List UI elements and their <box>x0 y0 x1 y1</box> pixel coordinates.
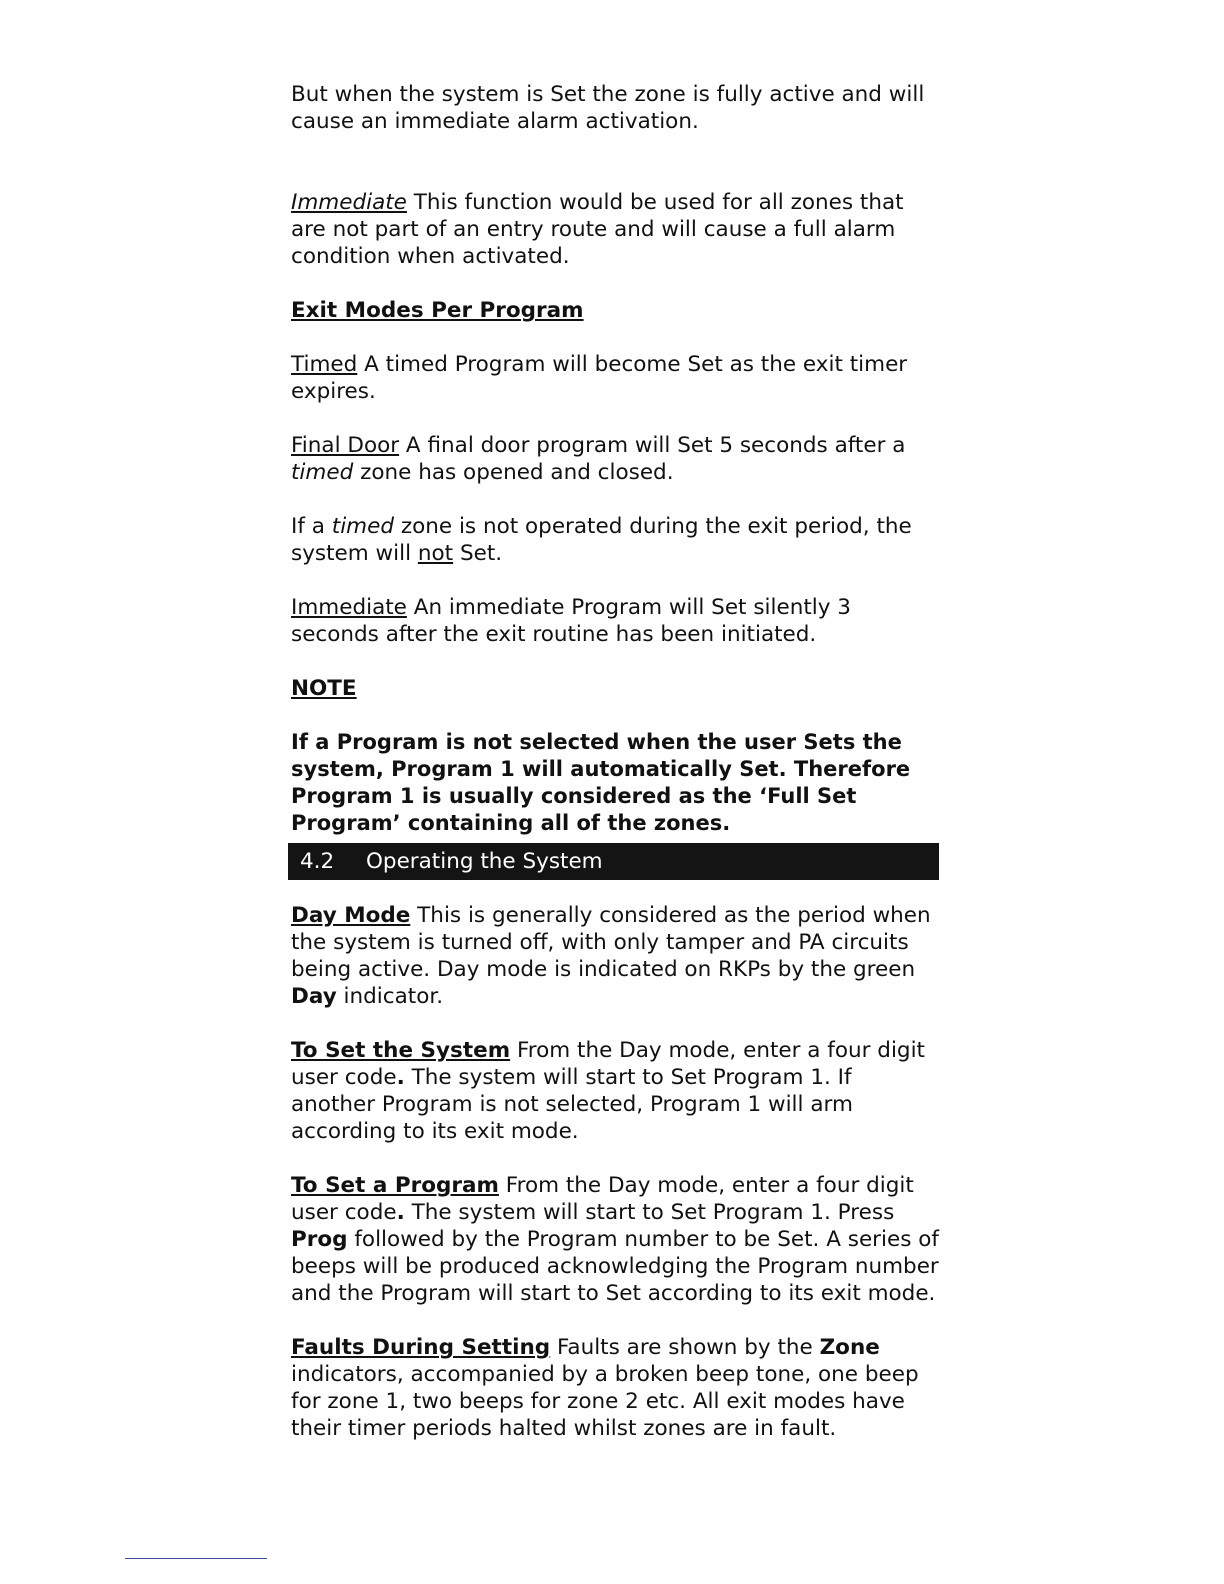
faults-text-b: indicators, accompanied by a broken beep tone, one beep for zone 1, two beeps for zone 2 etc. All exit modes have their timer periods halted whilst zones are in fault. <box>291 1362 919 1441</box>
immediate-zone-term: Immediate <box>291 190 407 215</box>
set-program-bold-b: Prog <box>291 1227 348 1252</box>
immediate-zone-paragraph <box>291 189 941 270</box>
set-system-text-a: From the Day mode, enter a four digit user code <box>291 1038 925 1090</box>
immediate-program-text: An immediate Program will Set silently 3 seconds after the exit routine has been initiated. <box>291 595 851 647</box>
final-door-paragraph <box>291 432 941 486</box>
set-program-bold-a: . <box>396 1200 405 1225</box>
timed-text: A timed Program will become Set as the exit timer expires. <box>291 352 908 404</box>
footer-rule <box>125 1558 267 1559</box>
final-door-note-em: timed <box>331 514 394 539</box>
section-title: Operating the System <box>366 849 603 874</box>
immediate-zone-text: This function would be used for all zones that are not part of an entry route and will cause a full alarm condition when activated. <box>291 190 904 269</box>
set-program-text-b: The system will start to Set Program 1. Press <box>404 1200 895 1225</box>
timed-paragraph <box>291 351 941 405</box>
faults-paragraph <box>291 1334 941 1442</box>
section-number: 4.2 <box>300 849 335 874</box>
day-mode-text-b: indicator. <box>336 984 444 1009</box>
note-heading: NOTE <box>291 676 357 701</box>
immediate-program-paragraph <box>291 594 941 648</box>
timed-term: Timed <box>291 352 358 377</box>
intro-paragraph <box>291 81 941 135</box>
set-system-paragraph <box>291 1037 941 1145</box>
set-program-paragraph <box>291 1172 941 1307</box>
immediate-program-term: Immediate <box>291 595 407 620</box>
set-program-term: To Set a Program <box>291 1173 499 1198</box>
final-door-em: timed <box>291 460 354 485</box>
final-door-text-b: zone has opened and closed. <box>353 460 674 485</box>
set-program-text-a: From the Day mode, enter a four digit user code <box>291 1173 914 1225</box>
exit-modes-heading: Exit Modes Per Program <box>291 298 584 323</box>
set-program-text-c: followed by the Program number to be Set. A series of beeps will be produced acknowledging the Program number and the Program will start to Set according to its exit mode. <box>291 1227 939 1306</box>
faults-bold: Zone <box>819 1335 880 1360</box>
faults-term: Faults During Setting <box>291 1335 551 1360</box>
final-door-note-text-c: Set. <box>453 541 503 566</box>
faults-text-a: Faults are shown by the <box>550 1335 820 1360</box>
final-door-term: Final Door <box>291 433 400 458</box>
final-door-note-paragraph <box>291 513 941 567</box>
set-system-term: To Set the System <box>291 1038 511 1063</box>
set-system-text-b: The system will start to Set Program 1. If another Program is not selected, Program 1 will arm according to its exit mode. <box>291 1065 853 1144</box>
intro-text: But when the system is Set the zone is fully active and will cause an immediate alarm activation. <box>291 82 925 134</box>
final-door-note-text-a: If a <box>291 514 332 539</box>
final-door-text-a: A final door program will Set 5 seconds after a <box>399 433 906 458</box>
document-page <box>291 80 941 1442</box>
final-door-note-text-b: zone is not operated during the exit period, the system will <box>291 514 912 566</box>
day-mode-text-a: This is generally considered as the period when the system is turned off, with only tamper and PA circuits being active. Day mode is indicated on RKPs by the green <box>291 903 931 982</box>
final-door-note-not: not <box>417 541 454 566</box>
day-mode-paragraph <box>291 902 941 1010</box>
note-body: If a Program is not selected when the user Sets the system, Program 1 will automatically Set. Therefore Program 1 is usually considered as the ‘Full Set Program’ containing all of the zones. <box>291 730 911 835</box>
day-mode-term: Day Mode <box>291 903 411 928</box>
day-mode-bold: Day <box>291 984 337 1009</box>
set-system-bold: . <box>396 1065 405 1090</box>
section-header-bar <box>288 843 939 880</box>
